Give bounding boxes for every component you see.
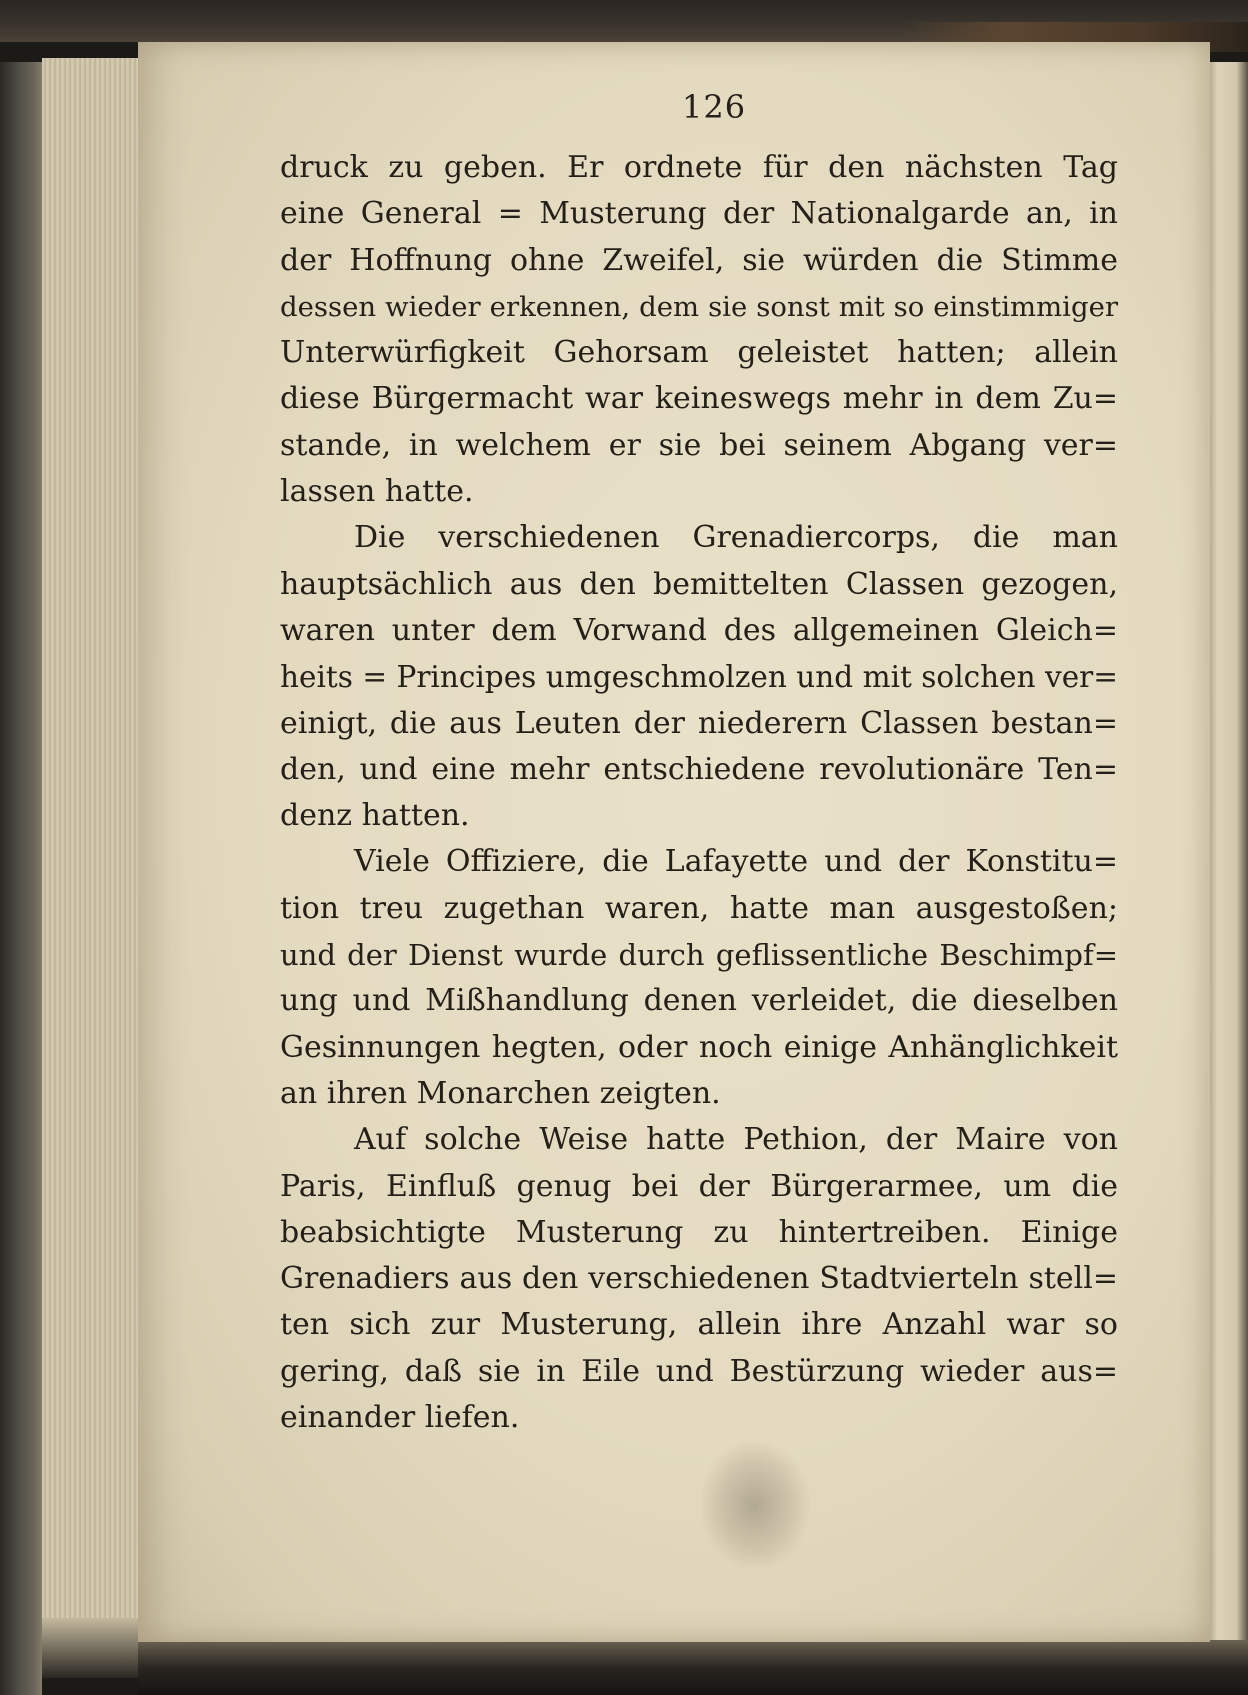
text-line: ten sich zur Musterung, allein ihre Anzahl war so <box>280 1307 1118 1343</box>
paragraph-3 <box>280 839 1118 1117</box>
paragraph-2 <box>280 515 1118 839</box>
text-line: Gesinnungen hegten, oder noch einige Anhänglichkeit <box>280 1029 1118 1065</box>
text-line: gering, daß sie in Eile und Bestürzung wieder aus= <box>280 1353 1118 1389</box>
text-line: dessen wieder erkennen, dem sie sonst mit so einstimmiger <box>280 290 1118 323</box>
text-line: tion treu zugethan waren, hatte man ausgestoßen; <box>280 890 1118 926</box>
text-line: der Hoffnung ohne Zweifel, sie würden die Stimme <box>280 242 1118 278</box>
facing-page-edge <box>1210 62 1248 1662</box>
text-line: Paris, Einfluß genug bei der Bürgerarmee, um die <box>280 1168 1118 1204</box>
text-line: hauptsächlich aus den bemittelten Classen gezogen, <box>280 566 1118 602</box>
text-line: beabsichtigte Musterung zu hintertreiben. Einige <box>280 1214 1118 1250</box>
text-line: Viele Offiziere, die Lafayette und der Konstitu= <box>354 844 1118 880</box>
text-line: lassen hatte. <box>280 474 474 510</box>
text-line: und der Dienst wurde durch geflissentliche Beschimpf= <box>280 938 1118 973</box>
text-line: diese Bürgermacht war keineswegs mehr in dem Zu= <box>280 381 1118 417</box>
ink-smudge <box>700 1440 810 1570</box>
page-edges-stack <box>42 58 140 1618</box>
scan-top-edge <box>0 0 1248 42</box>
text-line: waren unter dem Vorwand des allgemeinen Gleich= <box>280 612 1118 648</box>
text-line: stande, in welchem er sie bei seinem Abgang ver= <box>280 427 1118 463</box>
text-line: an ihren Monarchen zeigten. <box>280 1075 721 1111</box>
text-line: den, und eine mehr entschiedene revolutionäre Ten= <box>280 751 1118 787</box>
text-line: ung und Mißhandlung denen verleidet, die dieselben <box>280 983 1118 1019</box>
text-line: druck zu geben. Er ordnete für den nächsten Tag <box>280 150 1118 185</box>
text-line: Auf solche Weise hatte Pethion, der Maire von <box>354 1122 1118 1158</box>
text-line: denz hatten. <box>280 798 470 834</box>
paragraph-1 <box>280 145 1118 515</box>
page-body <box>280 145 1118 1441</box>
text-line: Unterwürfigkeit Gehorsam geleistet hatten; allein <box>280 335 1118 371</box>
text-line: eine General = Musterung der Nationalgarde an, in <box>280 196 1118 232</box>
page-number: 126 <box>682 88 747 126</box>
text-line: einander liefen. <box>280 1400 520 1436</box>
book-binding <box>0 62 42 1695</box>
text-line: einigt, die aus Leuten der niederern Classen bestan= <box>280 705 1118 741</box>
text-line: Grenadiers aus den verschiedenen Stadtvierteln stell= <box>280 1261 1118 1297</box>
paragraph-4 <box>280 1117 1118 1441</box>
scan-bottom-edge <box>138 1640 1248 1695</box>
text-line: Die verschiedenen Grenadiercorps, die man <box>354 520 1118 556</box>
text-line: heits = Principes umgeschmolzen und mit solchen ver= <box>280 660 1118 695</box>
